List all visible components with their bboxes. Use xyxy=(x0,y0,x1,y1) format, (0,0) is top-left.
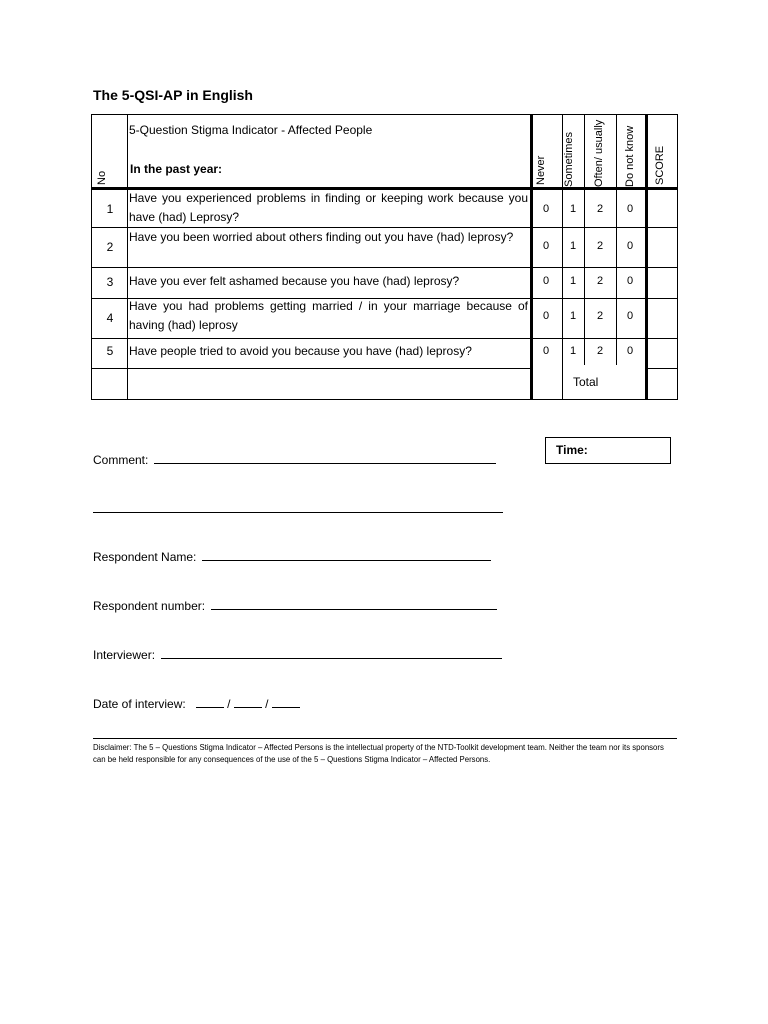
table-divider xyxy=(92,368,531,369)
row-number: 5 xyxy=(106,344,114,358)
score-sometimes: 1 xyxy=(569,275,577,287)
score-never: 0 xyxy=(542,275,550,287)
question-text: Have you experienced problems in finding or keeping work because you have (had) Leprosy? xyxy=(129,191,528,224)
date-of-interview-field[interactable] xyxy=(93,695,300,711)
page-title: The 5-QSI-AP in English xyxy=(93,87,253,103)
date-day-line[interactable] xyxy=(196,695,224,708)
score-often: 2 xyxy=(596,345,604,357)
date-separator: / xyxy=(265,697,269,711)
row-number: 3 xyxy=(106,275,114,289)
comment-line-2[interactable] xyxy=(93,500,503,513)
date-label: Date of interview: xyxy=(93,697,186,711)
score-never: 0 xyxy=(542,310,550,322)
question-text: Have people tried to avoid you because you have (had) leprosy? xyxy=(129,344,472,358)
header-score: SCORE xyxy=(654,145,666,185)
header-donotknow: Do not know xyxy=(624,125,636,187)
header-never: Never xyxy=(535,155,547,185)
table-divider xyxy=(92,338,677,339)
score-donotknow: 0 xyxy=(626,310,634,322)
score-often: 2 xyxy=(596,203,604,215)
header-sometimes: Sometimes xyxy=(563,131,575,187)
comment-continuation-field[interactable] xyxy=(93,500,503,516)
header-no: No xyxy=(96,170,108,185)
score-often: 2 xyxy=(596,310,604,322)
stigma-indicator-table xyxy=(91,114,678,400)
interviewer-field[interactable] xyxy=(93,646,502,662)
respondent-name-field[interactable] xyxy=(93,548,491,564)
comment-line[interactable] xyxy=(154,451,496,464)
score-sometimes: 1 xyxy=(569,345,577,357)
header-title: 5-Question Stigma Indicator - Affected People xyxy=(129,123,373,137)
header-often: Often/ usually xyxy=(593,119,605,187)
score-never: 0 xyxy=(542,240,550,252)
interviewer-label: Interviewer: xyxy=(93,648,156,662)
interviewer-line[interactable] xyxy=(161,646,502,659)
time-box[interactable] xyxy=(545,437,671,464)
table-divider xyxy=(92,267,677,268)
row-number: 2 xyxy=(106,240,114,254)
score-sometimes: 1 xyxy=(569,203,577,215)
score-sometimes: 1 xyxy=(569,240,577,252)
respondent-name-line[interactable] xyxy=(202,548,491,561)
header-subtitle: In the past year: xyxy=(130,162,223,176)
respondent-number-field[interactable] xyxy=(93,597,497,613)
table-divider xyxy=(645,368,677,369)
score-donotknow: 0 xyxy=(626,345,634,357)
score-donotknow: 0 xyxy=(626,240,634,252)
total-label: Total xyxy=(573,375,599,389)
date-separator: / xyxy=(227,697,231,711)
respondent-number-label: Respondent number: xyxy=(93,599,206,613)
comment-label: Comment: xyxy=(93,453,149,467)
disclaimer-text: Disclaimer: The 5 – Questions Stigma Indicator – Affected Persons is the intellectual property of the NTD-Toolkit development team. Neither the team nor its sponsors can be held responsible for any consequences of the use of the 5 – Questions Stigma Indicator – Affected Persons. xyxy=(93,743,664,764)
score-donotknow: 0 xyxy=(626,275,634,287)
score-often: 2 xyxy=(596,275,604,287)
question-text: Have you ever felt ashamed because you have (had) leprosy? xyxy=(129,274,460,288)
score-sometimes: 1 xyxy=(569,310,577,322)
score-often: 2 xyxy=(596,240,604,252)
score-never: 0 xyxy=(542,203,550,215)
row-number: 1 xyxy=(106,202,114,216)
respondent-number-line[interactable] xyxy=(211,597,497,610)
date-year-line[interactable] xyxy=(272,695,300,708)
question-text: Have you been worried about others finding out you have (had) leprosy? xyxy=(129,230,514,244)
score-never: 0 xyxy=(542,345,550,357)
date-month-line[interactable] xyxy=(234,695,262,708)
disclaimer-divider xyxy=(93,738,677,739)
time-label: Time: xyxy=(556,443,588,457)
respondent-name-label: Respondent Name: xyxy=(93,550,197,564)
table-divider xyxy=(645,115,648,399)
row-number: 4 xyxy=(106,311,114,325)
question-text: Have you had problems getting married / in your marriage because of having (had) leprosy xyxy=(129,299,528,332)
comment-field[interactable] xyxy=(93,451,496,467)
score-donotknow: 0 xyxy=(626,203,634,215)
